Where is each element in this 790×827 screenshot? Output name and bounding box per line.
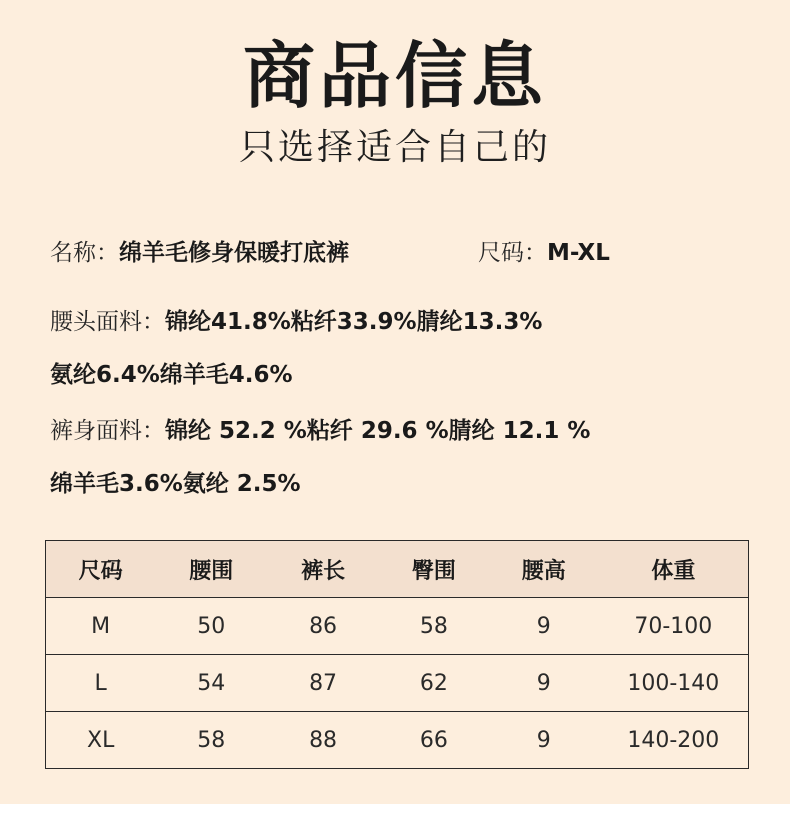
- table-row: [46, 712, 749, 769]
- table-row: [46, 655, 749, 712]
- cell-length: 87: [267, 655, 379, 712]
- header-hip: 臀围: [379, 541, 489, 598]
- header-size: 尺码: [46, 541, 156, 598]
- header-waist: 腰围: [155, 541, 267, 598]
- page-subtitle: 只选择适合自己的: [238, 127, 551, 168]
- cell-hip: 62: [379, 655, 489, 712]
- waist-fabric-value: 锦纶41.8%粘纤33.9%腈纶13.3%: [165, 309, 543, 335]
- waist-fabric-label: 腰头面料：: [50, 309, 165, 335]
- size-label: 尺码：: [478, 240, 547, 266]
- cell-length: 86: [267, 598, 379, 655]
- header-weight: 体重: [599, 541, 749, 598]
- size-table-header-row: [46, 541, 749, 598]
- cell-waist: 50: [155, 598, 267, 655]
- waist-fabric-value-2: 氨纶6.4%绵羊毛4.6%: [50, 362, 293, 388]
- cell-rise: 9: [536, 727, 551, 753]
- cell-rise: 9: [489, 655, 599, 712]
- body-fabric-line-2: [50, 467, 301, 501]
- waist-fabric-line: [50, 305, 542, 339]
- name-label: 名称：: [50, 240, 119, 266]
- waist-fabric-line-2: [50, 358, 293, 392]
- cell-rise: 9: [489, 598, 599, 655]
- body-fabric-label: 裤身面料：: [50, 418, 165, 444]
- header-length: 裤长: [267, 541, 379, 598]
- cell-weight: 70-100: [599, 598, 749, 655]
- cell-size: XL: [87, 727, 115, 753]
- body-fabric-value: 锦纶 52.2 %粘纤 29.6 %腈纶 12.1 %: [165, 418, 591, 444]
- size-line: [478, 236, 610, 270]
- size-value: M-XL: [547, 240, 610, 266]
- cell-size: M: [46, 598, 156, 655]
- cell-weight: 100-140: [599, 655, 749, 712]
- cell-waist: 54: [155, 655, 267, 712]
- cell-size: L: [46, 655, 156, 712]
- table-row: [46, 598, 749, 655]
- cell-waist: 58: [197, 727, 226, 753]
- cell-hip: 58: [379, 598, 489, 655]
- header-rise: 腰高: [489, 541, 599, 598]
- cell-weight: 140-200: [627, 727, 720, 753]
- cell-hip: 66: [419, 727, 448, 753]
- page-title: 商品信息: [242, 34, 547, 118]
- name-value: 绵羊毛修身保暖打底裤: [119, 240, 349, 266]
- cell-length: 88: [309, 727, 338, 753]
- size-table: [45, 540, 749, 769]
- body-fabric-value-2: 绵羊毛3.6%氨纶 2.5%: [50, 471, 301, 497]
- name-line: [50, 236, 349, 270]
- body-fabric-line: [50, 414, 590, 448]
